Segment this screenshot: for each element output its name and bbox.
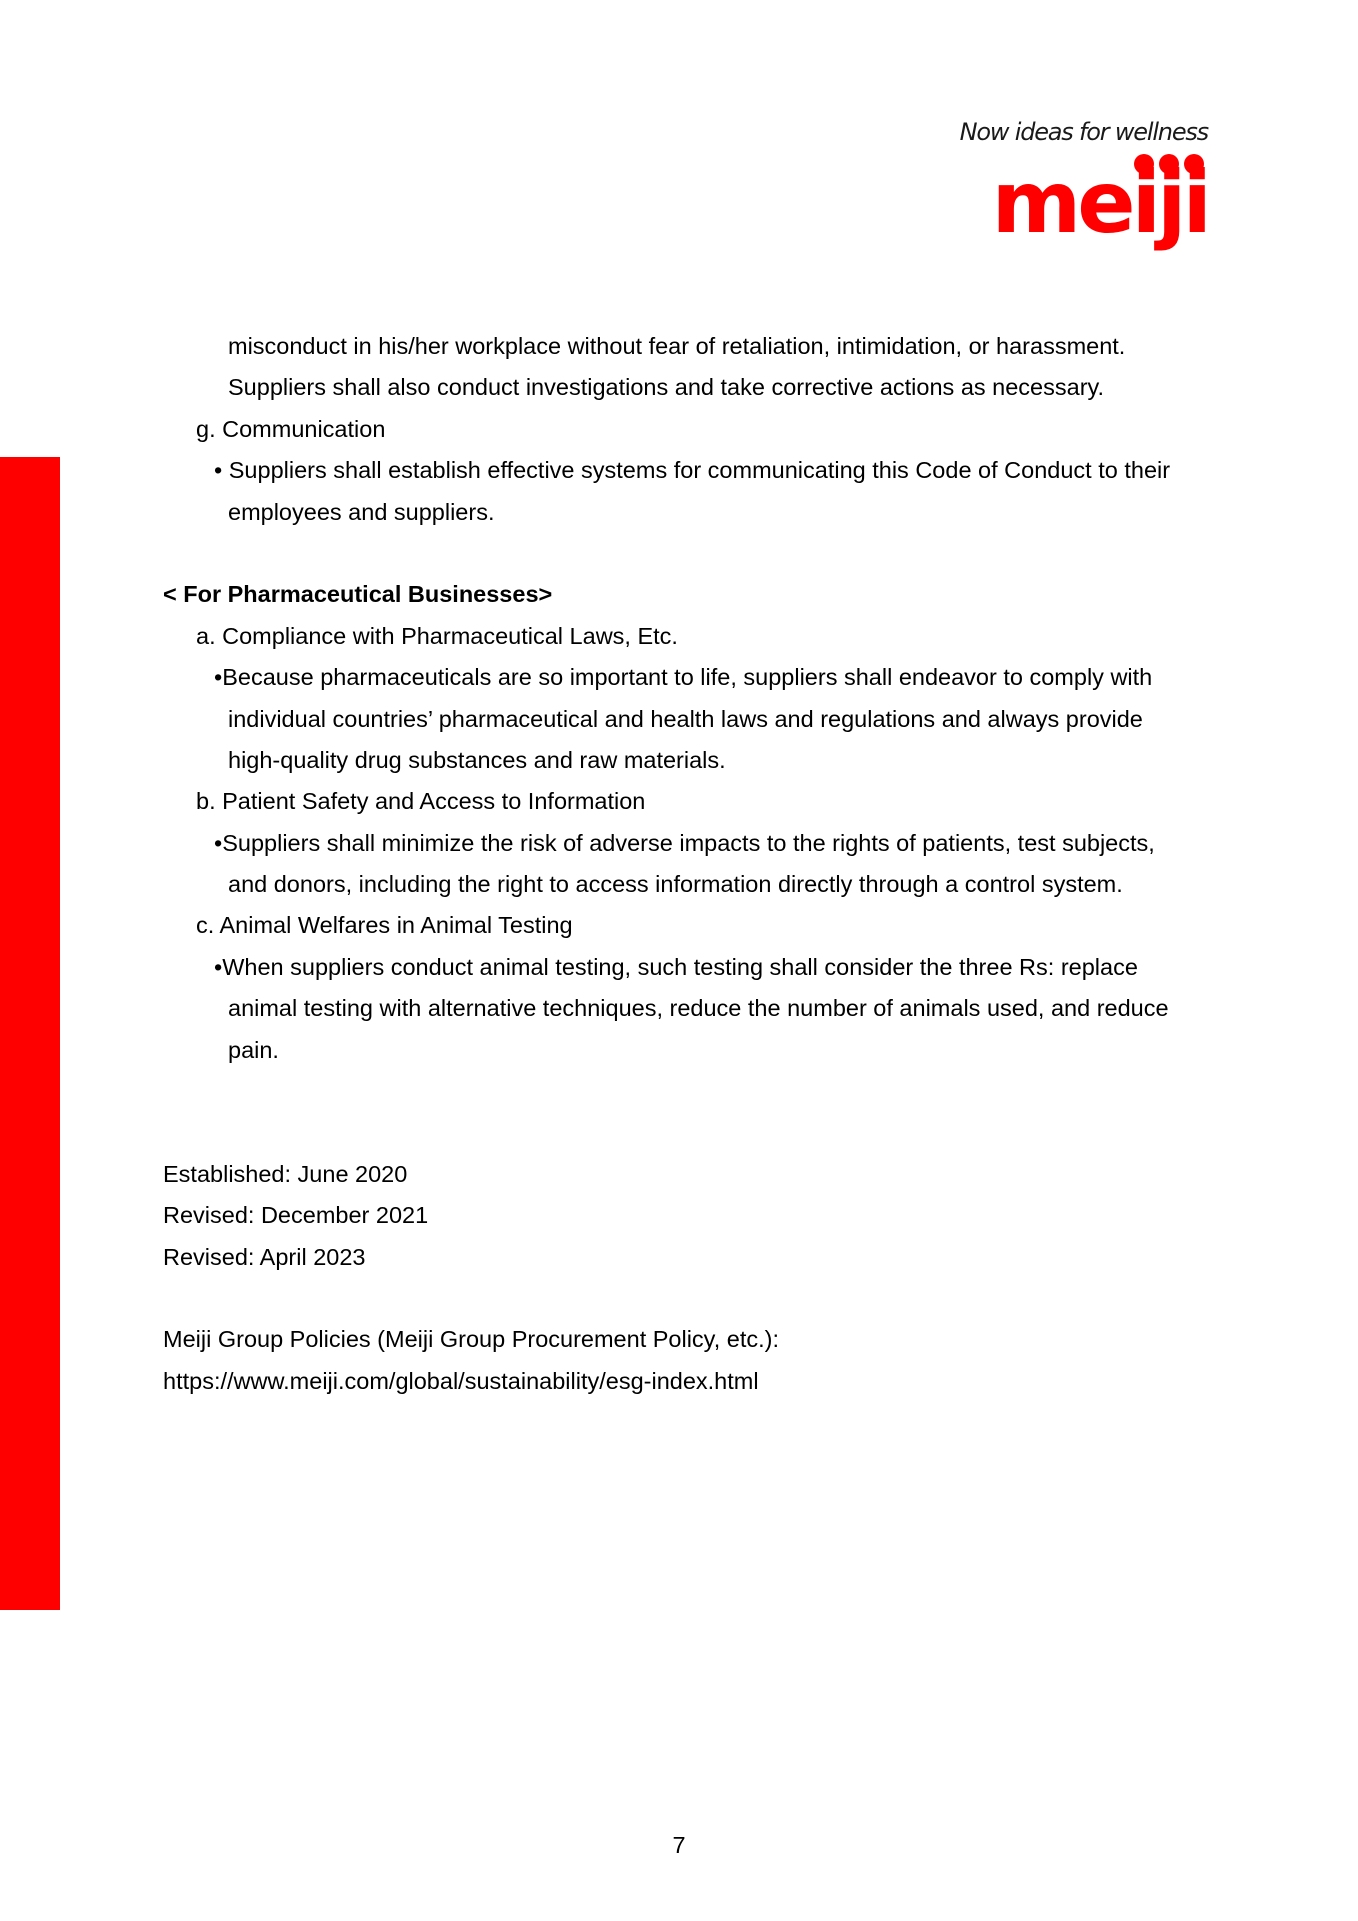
- brand-side-bar: [0, 457, 60, 1610]
- brand-header: [948, 118, 1208, 252]
- logo-wordmark: meiji: [991, 153, 1208, 252]
- communication-heading: g. Communication: [196, 415, 386, 442]
- intro-line: Suppliers shall also conduct investigations and take corrective actions as necessary.: [228, 374, 1105, 401]
- revised-date: Revised: April 2023: [163, 1243, 366, 1270]
- document-body: [163, 326, 1213, 1402]
- meiji-logo: [972, 152, 1208, 252]
- pharma-item-line: pain.: [228, 1036, 279, 1063]
- pharma-item-line: high-quality drug substances and raw materials.: [228, 746, 726, 773]
- established-date: Established: June 2020: [163, 1160, 408, 1187]
- communication-bullet-cont: employees and suppliers.: [228, 498, 495, 525]
- communication-bullet: • Suppliers shall establish effective systems for communicating this Code of Conduct to their: [214, 457, 1171, 484]
- policies-label: Meiji Group Policies (Meiji Group Procurement Policy, etc.):: [163, 1326, 779, 1353]
- pharma-item-bullet: •Because pharmaceuticals are so important to life, suppliers shall endeavor to comply with: [214, 664, 1153, 691]
- revised-date: Revised: December 2021: [163, 1202, 429, 1229]
- pharma-item-bullet: •When suppliers conduct animal testing, such testing shall consider the three Rs: replace: [214, 953, 1138, 980]
- pharma-item-bullet: •Suppliers shall minimize the risk of adverse impacts to the rights of patients, test subjects,: [214, 829, 1155, 856]
- page-number: 7: [672, 1832, 686, 1858]
- pharma-item-line: individual countries’ pharmaceutical and health laws and regulations and always provide: [228, 705, 1143, 732]
- tagline: Now ideas for wellness: [959, 118, 1208, 146]
- policies-url[interactable]: https://www.meiji.com/global/sustainability/esg-index.html: [163, 1367, 759, 1394]
- pharma-item-heading: c. Animal Welfares in Animal Testing: [196, 912, 573, 939]
- intro-line: misconduct in his/her workplace without fear of retaliation, intimidation, or harassment.: [228, 333, 1126, 359]
- pharma-item-line: animal testing with alternative techniques, reduce the number of animals used, and reduce: [228, 995, 1169, 1022]
- pharma-item-heading: b. Patient Safety and Access to Information: [196, 788, 646, 815]
- pharma-section-heading: < For Pharmaceutical Businesses>: [163, 581, 553, 608]
- pharma-item-heading: a. Compliance with Pharmaceutical Laws, Etc.: [196, 622, 678, 649]
- pharma-item-line: and donors, including the right to access information directly through a control system.: [228, 871, 1123, 898]
